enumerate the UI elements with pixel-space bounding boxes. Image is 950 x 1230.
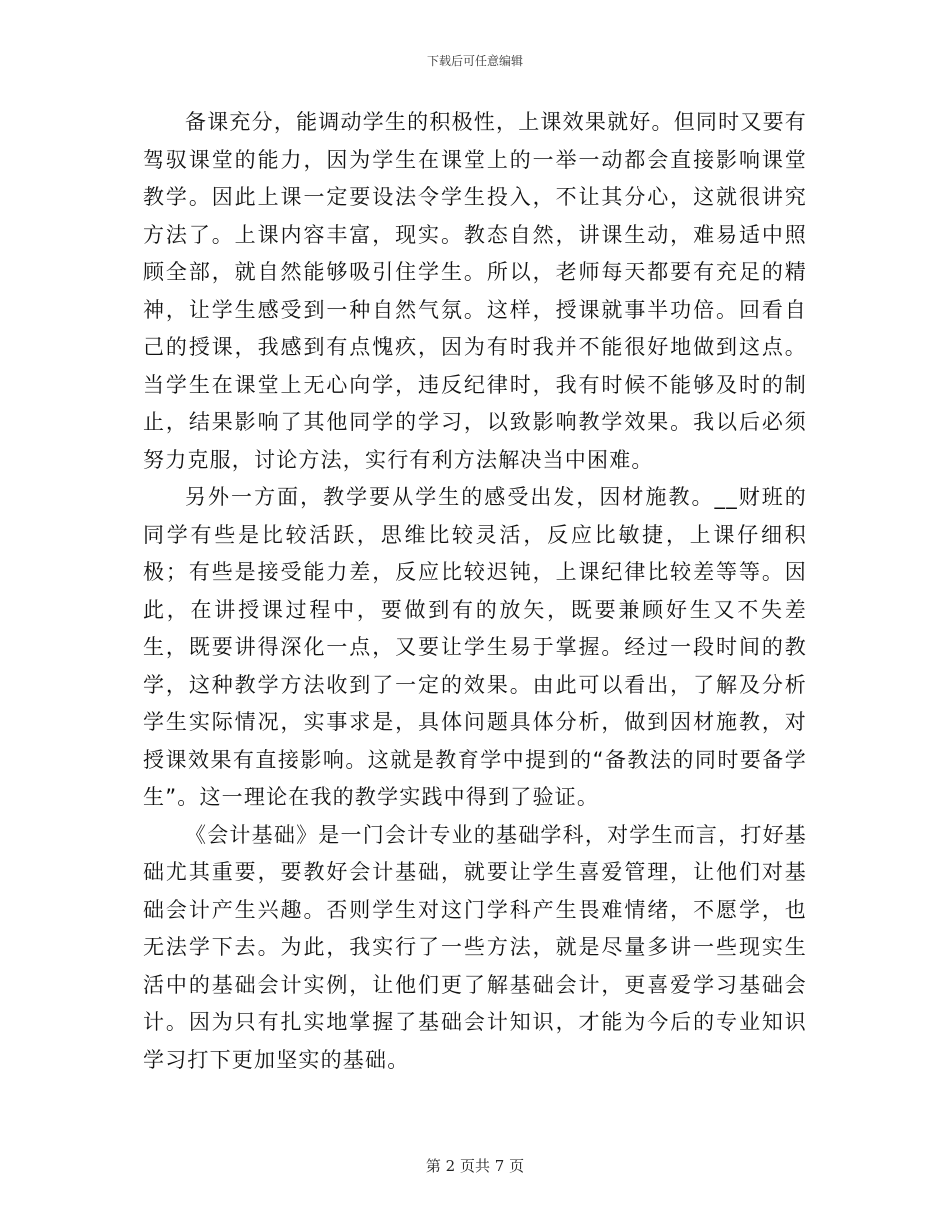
document-body [143, 104, 807, 1079]
paragraph-1: 备课充分，能调动学生的积极性，上课效果就好。但同时又要有驾驭课堂的能力，因为学生在课堂上的一举一动都会直接影响课堂教学。因此上课一定要设法令学生投入，不让其分心，这就很讲究方法了。上课内容丰富，现实。教态自然，讲课生动，难易适中照顾全部，就自然能够吸引住学生。所以，老师每天都要有充足的精神，让学生感受到一种自然气氛。这样，授课就事半功倍。回看自己的授课，我感到有点愧疚，因为有时我并不能很好地做到这点。当学生在课堂上无心向学，违反纪律时，我有时候不能够及时的制止，结果影响了其他同学的学习，以致影响教学效果。我以后必须努力克服，讨论方法，实行有利方法解决当中困难。 [143, 110, 807, 472]
paragraph-3: 《会计基础》是一门会计专业的基础学科，对学生而言，打好基础尤其重要，要教好会计基础，就要让学生喜爱管理，让他们对基础会计产生兴趣。否则学生对这门学科产生畏难情绪，不愿学，也无法学下去。为此，我实行了一些方法，就是尽量多讲一些现实生活中的基础会计实例，让他们更了解基础会计，更喜爱学习基础会计。因为只有扎实地掌握了基础会计知识，才能为今后的专业知识学习打下更加坚实的基础。 [143, 822, 807, 1072]
page-footer: 第 2 页共 7 页 [425, 1157, 525, 1175]
page-header: 下载后可任意编辑 [426, 54, 523, 68]
paragraph-2: 另外一方面，教学要从学生的感受出发，因材施教。__财班的同学有些是比较活跃，思维比较灵活，反应比敏捷，上课仔细积极；有些是接受能力差，反应比较迟钝，上课纪律比较差等等。因此，在讲授课过程中，要做到有的放矢，既要兼顾好生又不失差生，既要讲得深化一点，又要让学生易于掌握。经过一段时间的教学，这种教学方法收到了一定的效果。由此可以看出，了解及分析学生实际情况，实事求是，具体问题具体分析，做到因材施教，对授课效果有直接影响。这就是教育学中提到的“备教法的同时要备学生”。这一理论在我的教学实践中得到了验证。 [143, 485, 807, 809]
